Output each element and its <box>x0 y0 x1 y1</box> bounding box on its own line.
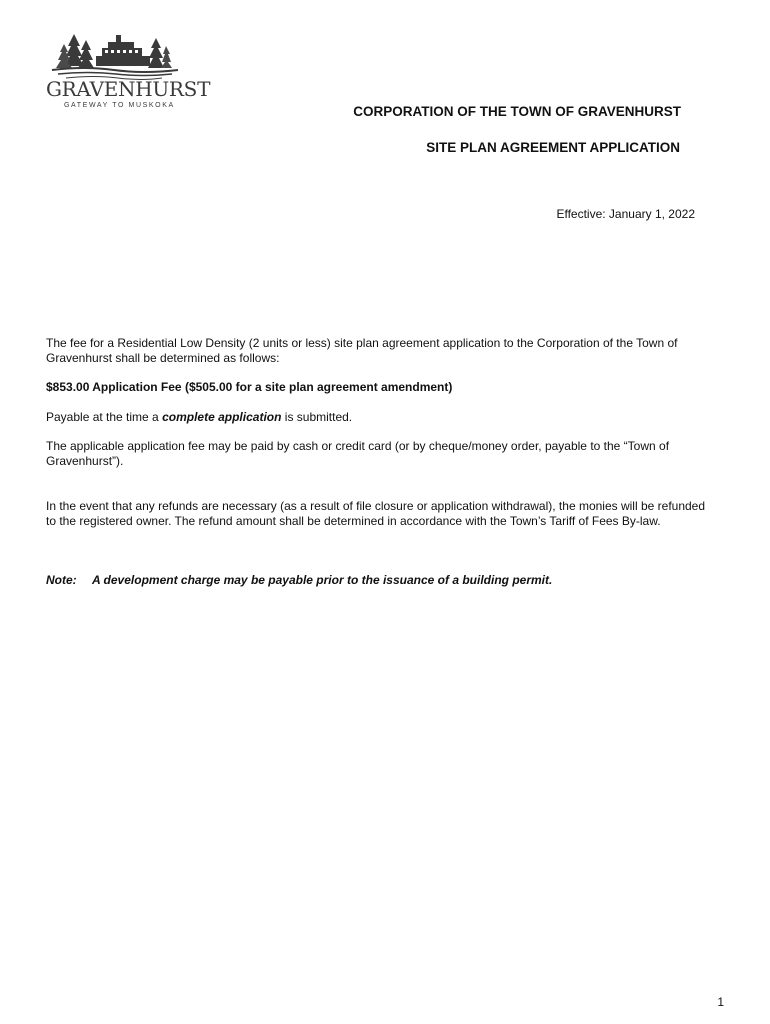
town-logo <box>44 32 211 112</box>
fee-intro-paragraph: The fee for a Residential Low Density (2 units or less) site plan agreement application to the Corporation of the Town of Gravenhurst shall be determined as follows: <box>46 336 678 365</box>
note-text: A development charge may be payable prior to the issuance of a building permit. <box>92 573 553 587</box>
payment-methods-paragraph: The applicable application fee may be paid by cash or credit card (or by cheque/money order, payable to the “Town of Gravenhurst”). <box>46 439 670 468</box>
payable-paragraph <box>46 410 718 425</box>
document-title: CORPORATION OF THE TOWN OF GRAVENHURST <box>353 104 681 119</box>
payable-suffix: is submitted. <box>281 410 353 424</box>
page-number: 1 <box>717 995 724 1009</box>
document-subtitle: SITE PLAN AGREEMENT APPLICATION <box>426 140 680 155</box>
logo-emblem-icon <box>44 32 186 80</box>
logo-wordmark: GRAVENHURST <box>46 77 211 101</box>
application-fee-line: $853.00 Application Fee ($505.00 for a site plan agreement amendment) <box>46 380 453 394</box>
refund-paragraph: In the event that any refunds are necessary (as a result of file closure or application withdrawal), the monies will be refunded to the registered owner. The refund amount shall be determined in accordance with the Town’s Tariff of Fees By-law. <box>46 499 706 528</box>
payable-emphasis: complete application <box>162 410 282 424</box>
effective-date: Effective: January 1, 2022 <box>556 207 695 221</box>
note-label: Note: <box>46 573 77 587</box>
logo-tagline: GATEWAY TO MUSKOKA <box>64 102 175 109</box>
payable-prefix: Payable at the time a <box>46 410 163 424</box>
note-paragraph <box>46 573 718 588</box>
